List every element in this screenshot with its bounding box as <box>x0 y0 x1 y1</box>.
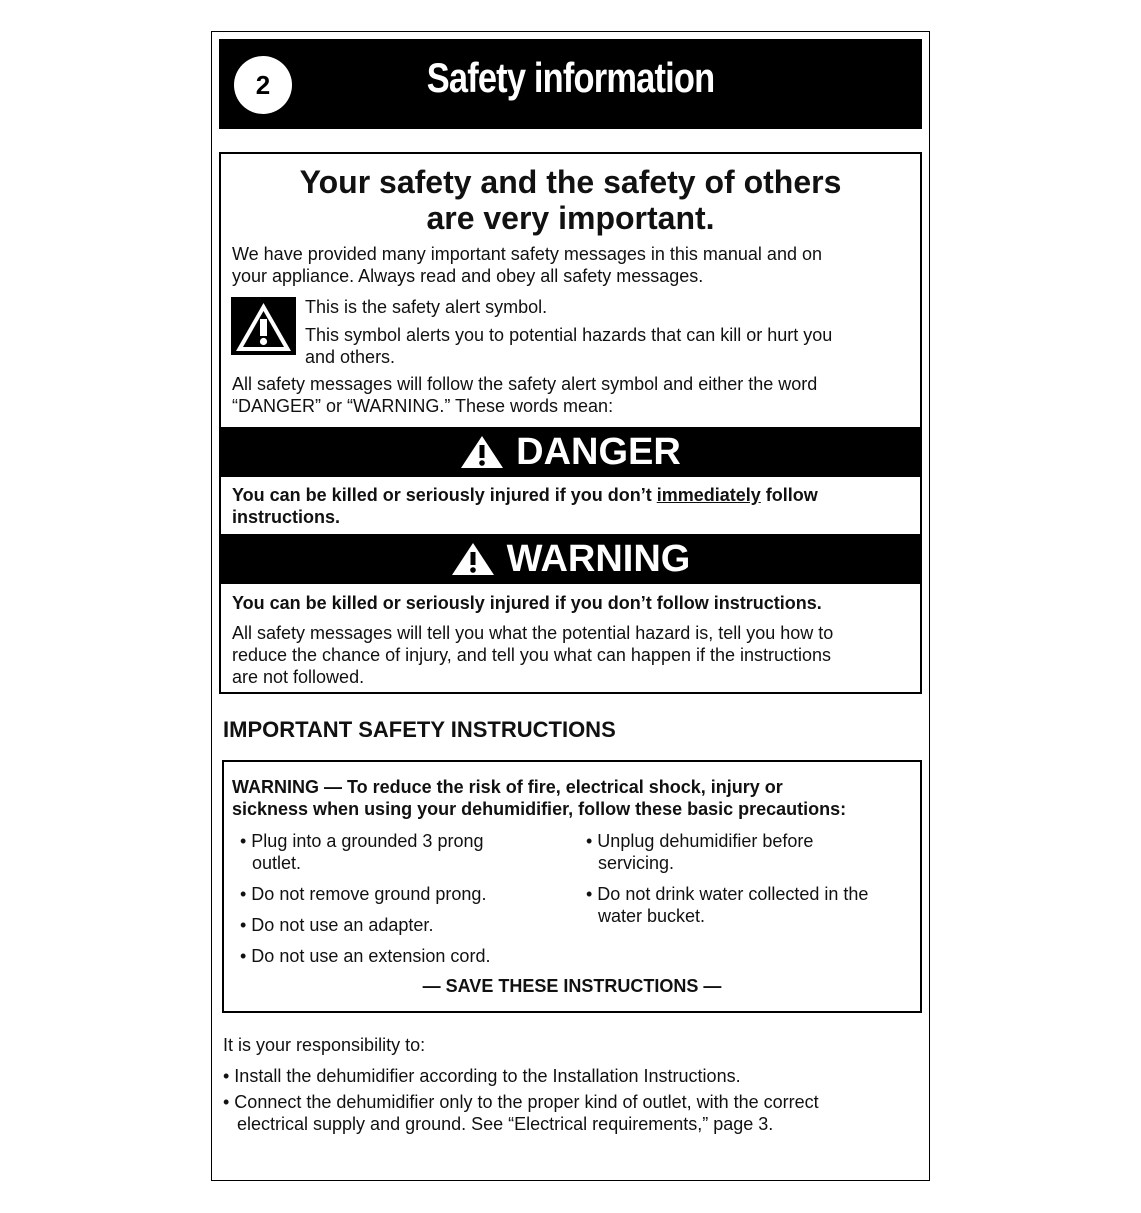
follow-line: “DANGER” or “WARNING.” These words mean: <box>232 396 614 416</box>
danger-banner <box>221 427 920 477</box>
warning-banner <box>221 534 920 584</box>
symbol-line: This is the safety alert symbol. <box>305 297 548 317</box>
precaution-line: water bucket. <box>598 906 706 926</box>
closing-line: reduce the chance of injury, and tell you what can happen if the instructions <box>232 645 832 665</box>
precautions-warning <box>232 776 846 820</box>
intro-line: your appliance. Always read and obey all safety messages. <box>232 266 704 286</box>
danger-text <box>232 484 818 528</box>
important-instructions-title: IMPORTANT SAFETY INSTRUCTIONS <box>223 717 616 742</box>
safety-heading <box>219 164 922 236</box>
warning-text: You can be killed or seriously injured if you don’t follow instructions. <box>232 593 822 613</box>
precautions-warning-line: WARNING — To reduce the risk of fire, electrical shock, injury or <box>232 777 783 797</box>
section-number-badge: 2 <box>234 56 292 114</box>
page-title: Safety information <box>426 54 715 101</box>
responsibility-line: electrical supply and ground. See “Electrical requirements,” page 3. <box>237 1114 774 1134</box>
responsibility-item: • Install the dehumidifier according to the Installation Instructions. <box>223 1066 741 1086</box>
precaution-line: outlet. <box>252 853 302 873</box>
symbol-line: This symbol alerts you to potential hazards that can kill or hurt you <box>305 325 833 345</box>
intro-line: We have provided many important safety messages in this manual and on <box>232 244 822 264</box>
safety-heading-line1: Your safety and the safety of others <box>299 164 842 200</box>
precaution-item: • Do not remove ground prong. <box>240 884 487 904</box>
precaution-item <box>586 830 813 874</box>
danger-text-part: You can be killed or seriously injured if you don’t <box>232 485 657 505</box>
responsibility-intro: It is your responsibility to: <box>223 1035 426 1055</box>
danger-text-part: follow <box>760 485 818 505</box>
safety-alert-icon <box>231 297 296 355</box>
danger-alert-icon <box>460 434 504 470</box>
warning-alert-icon <box>451 541 495 577</box>
danger-text-emphasis: immediately <box>656 485 761 505</box>
danger-label: DANGER <box>516 430 681 473</box>
precaution-line: servicing. <box>598 853 675 873</box>
intro-text <box>232 243 822 287</box>
precaution-line: • Unplug dehumidifier before <box>586 831 814 851</box>
symbol-line: and others. <box>305 347 396 367</box>
responsibility-item <box>223 1091 819 1135</box>
danger-text-line <box>232 484 818 506</box>
precautions-warning-line: sickness when using your dehumidifier, follow these basic precautions: <box>232 799 847 819</box>
responsibility-line: • Connect the dehumidifier only to the proper kind of outlet, with the correct <box>223 1092 819 1112</box>
symbol-description <box>305 324 832 368</box>
signal-words-text <box>232 373 817 417</box>
warning-label: WARNING <box>506 537 691 580</box>
safety-heading-line2: are very important. <box>426 200 715 236</box>
closing-line: All safety messages will tell you what the potential hazard is, tell you how to <box>232 623 834 643</box>
precaution-line: • Do not drink water collected in the <box>586 884 869 904</box>
precaution-item <box>586 883 868 927</box>
precaution-line: • Plug into a grounded 3 prong <box>240 831 484 851</box>
precaution-item: • Do not use an extension cord. <box>240 946 491 966</box>
closing-text <box>232 622 833 688</box>
danger-text-line: instructions. <box>232 507 341 527</box>
precaution-item: • Do not use an adapter. <box>240 915 434 935</box>
precaution-item <box>240 830 483 874</box>
save-instructions-line: — SAVE THESE INSTRUCTIONS — <box>422 976 722 996</box>
follow-line: All safety messages will follow the safety alert symbol and either the word <box>232 374 818 394</box>
closing-line: are not followed. <box>232 667 365 687</box>
